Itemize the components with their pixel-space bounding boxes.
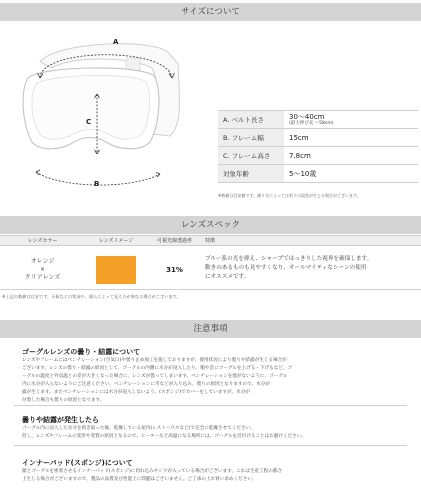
size-value: [284, 111, 418, 129]
size-key: C. フレーム高さ: [218, 147, 284, 165]
size-section-header: [0, 3, 421, 21]
size-key: A. ベルト長さ: [218, 111, 284, 129]
size-table: [218, 110, 418, 183]
lens-color-line: オレンジ: [30, 258, 55, 265]
size-section-title: サイズについて: [181, 7, 240, 17]
size-key: 対象年齢: [218, 165, 284, 183]
lens-note: ※上記の数値は目安です。天候などの状況や、個人によって見え方が異なる場合がございます。: [2, 294, 181, 299]
lens-table-header: [0, 235, 421, 246]
lens-color-cell: [0, 250, 85, 290]
notice-body: [22, 425, 400, 441]
notice-section-header: [0, 320, 421, 338]
notice-body: [22, 468, 400, 484]
lens-color-line: クリアレンズ: [24, 274, 61, 281]
notice-line: ございます。レンズの曇り・結露の原因として、ゴーグルの内側に水分が浸入したり、額や首にゴーグルを上げる・下げるなど、ゴ: [22, 366, 293, 371]
lens-feature-line: 動きのあるものも見やすくなり、オールマイティなシーンの使用: [205, 265, 367, 271]
size-key: B. フレーム幅: [218, 129, 284, 147]
size-row: [218, 129, 418, 147]
lens-image-cell: [85, 250, 147, 290]
notice-line: レンズやフレームにはベンチレーション(空気口)や曇り止め加工を施しておりますが、使用状況により曇りや結露が生じる場合が: [22, 358, 287, 363]
notice-divider: [14, 445, 407, 446]
notice-section-title: 注意事項: [193, 324, 228, 334]
lens-header-feature: 特徴: [205, 238, 216, 244]
size-value: 15cm: [284, 129, 418, 147]
lens-feature-line: にオススメです。: [205, 274, 250, 280]
dim-label-c: C: [86, 118, 92, 126]
lens-feature-cell: [202, 250, 421, 289]
lens-header-color: レンズカラー: [27, 238, 58, 244]
size-row: [218, 165, 418, 183]
notice-line: 但し、レンズやフレームの変形や変質の原因となるので、ヒーターなど高温になる場所には、ゴーグルを近付けることはお避けください。: [22, 434, 306, 439]
size-value-main: 30〜40cm: [289, 113, 325, 121]
lens-header-vlt: 可視光線透過率: [156, 238, 192, 244]
notice-title: インナーパッド(スポンジ)について: [22, 459, 133, 467]
lens-section-header: [0, 216, 421, 234]
dim-label-b: B: [94, 180, 100, 188]
lens-color-swatch: [96, 256, 136, 284]
lens-color-line: ×: [39, 266, 46, 273]
notice-line: ゴーグル内に浸入した水分を拭き取った後、乾燥している屋内(レストハウスなど)で完全に乾燥させてください。: [22, 426, 255, 431]
size-row: [218, 147, 418, 165]
notice-line: ーグルの温度と外気温との差が大きくなった場合に、レンズが曇ってしまいます。ベンチレーションを塞がないように、ゴーグル: [22, 374, 288, 379]
goggle-diagram: [0, 24, 215, 204]
lens-feature-line: ブルー系の光を抑え、シャープではっきりした視界を確保します。: [205, 256, 373, 262]
lens-table-row: [0, 250, 421, 290]
dim-label-a: A: [113, 38, 119, 46]
notice-title: ゴーグルレンズの曇り・結露について: [22, 348, 141, 356]
notice-title: 曇りや結露が発生したら: [22, 416, 99, 424]
notice-line: 付着した場合も曇りの原因となります。: [22, 398, 105, 403]
size-value: 7.8cm: [284, 147, 418, 165]
lens-section-title: レンズスペック: [180, 220, 241, 230]
size-value: 5〜10歳: [284, 165, 418, 183]
notice-line: 露が生じます。またベンチレーションには水分が浸入しないよう、(スポンジ)でカバーをしていますが、水分が: [22, 390, 250, 395]
notice-divider: [14, 405, 407, 406]
notice-line: 顔とゴーグルを密着させるインナーパッド(スポンジ)に切れ込みやシワが入っている場合がございます。これは生産工程の都合: [22, 469, 282, 474]
notice-line: 上生じる場合がございますので、製品の品質及び性能上に問題はございません。ご了承の上お買い求めください。: [22, 477, 257, 482]
notice-body: [22, 357, 400, 405]
goggle-illustration: [0, 24, 215, 204]
size-note: ※数値は目安値です。測り方によっては若干の誤差が生じる場合がございます。: [218, 193, 361, 198]
size-row: [218, 111, 418, 129]
size-value-sub: (最大伸び長 〜58cm): [289, 121, 334, 126]
lens-header-image: レンズイメージ: [98, 238, 134, 244]
notice-line: 内に水分が入らないようにご注意ください。ベンチレーションに雪などが入り込み、曇りの原因となりますので、水分が: [22, 382, 270, 387]
lens-vlt-value: 31%: [166, 266, 183, 274]
